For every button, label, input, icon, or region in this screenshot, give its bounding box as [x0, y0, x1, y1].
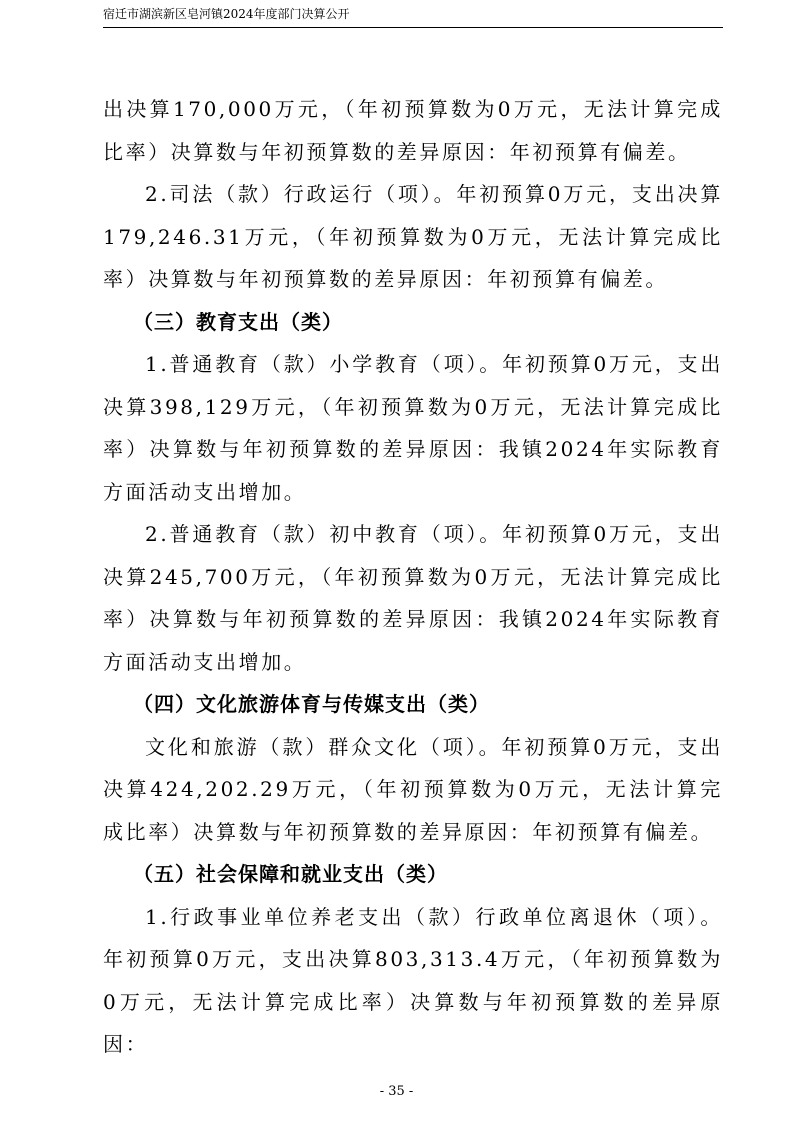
- document-body: [103, 88, 723, 1066]
- section-heading-social-security: （五）社会保障和就业支出（类）: [133, 862, 448, 886]
- paragraph-primary-education: 1.普通教育（款）小学教育（项）。年初预算0万元，支出决算398,129万元，（年初预算数为0万元，无法计算完成比率）决算数与年初预算数的差异原因：我镇2024年实际教育方面活动支出增加。: [103, 352, 723, 504]
- page-number: - 35 -: [379, 1084, 414, 1099]
- paragraph-retirement: 1.行政事业单位养老支出（款）行政单位离退休（项）。年初预算0万元，支出决算803,313.4万元，（年初预算数为0万元，无法计算完成比率）决算数与年初预算数的差异原因：: [103, 904, 723, 1056]
- paragraph-mass-culture: 文化和旅游（款）群众文化（项）。年初预算0万元，支出决算424,202.29万元，（年初预算数为0万元，无法计算完成比率）决算数与年初预算数的差异原因：年初预算有偏差。: [103, 734, 723, 844]
- paragraph-judicial-continuation: 出决算170,000万元，（年初预算数为0万元，无法计算完成比率）决算数与年初预算数的差异原因：年初预算有偏差。: [103, 97, 723, 164]
- page-header-title: 宿迁市湖滨新区皂河镇2024年度部门决算公开: [103, 7, 350, 21]
- header-divider: [103, 27, 723, 28]
- section-heading-education: （三）教育支出（类）: [133, 309, 343, 334]
- section-heading-culture-tourism: （四）文化旅游体育与传媒支出（类）: [133, 692, 490, 716]
- paragraph-junior-high-education: 2.普通教育（款）初中教育（项）。年初预算0万元，支出决算245,700万元，（年初预算数为0万元，无法计算完成比率）决算数与年初预算数的差异原因：我镇2024年实际教育方面活动支出增加。: [103, 522, 723, 674]
- paragraph-judicial-administration: 2.司法（款）行政运行（项）。年初预算0万元，支出决算179,246.31万元，（年初预算数为0万元，无法计算完成比率）决算数与年初预算数的差异原因：年初预算有偏差。: [103, 182, 723, 291]
